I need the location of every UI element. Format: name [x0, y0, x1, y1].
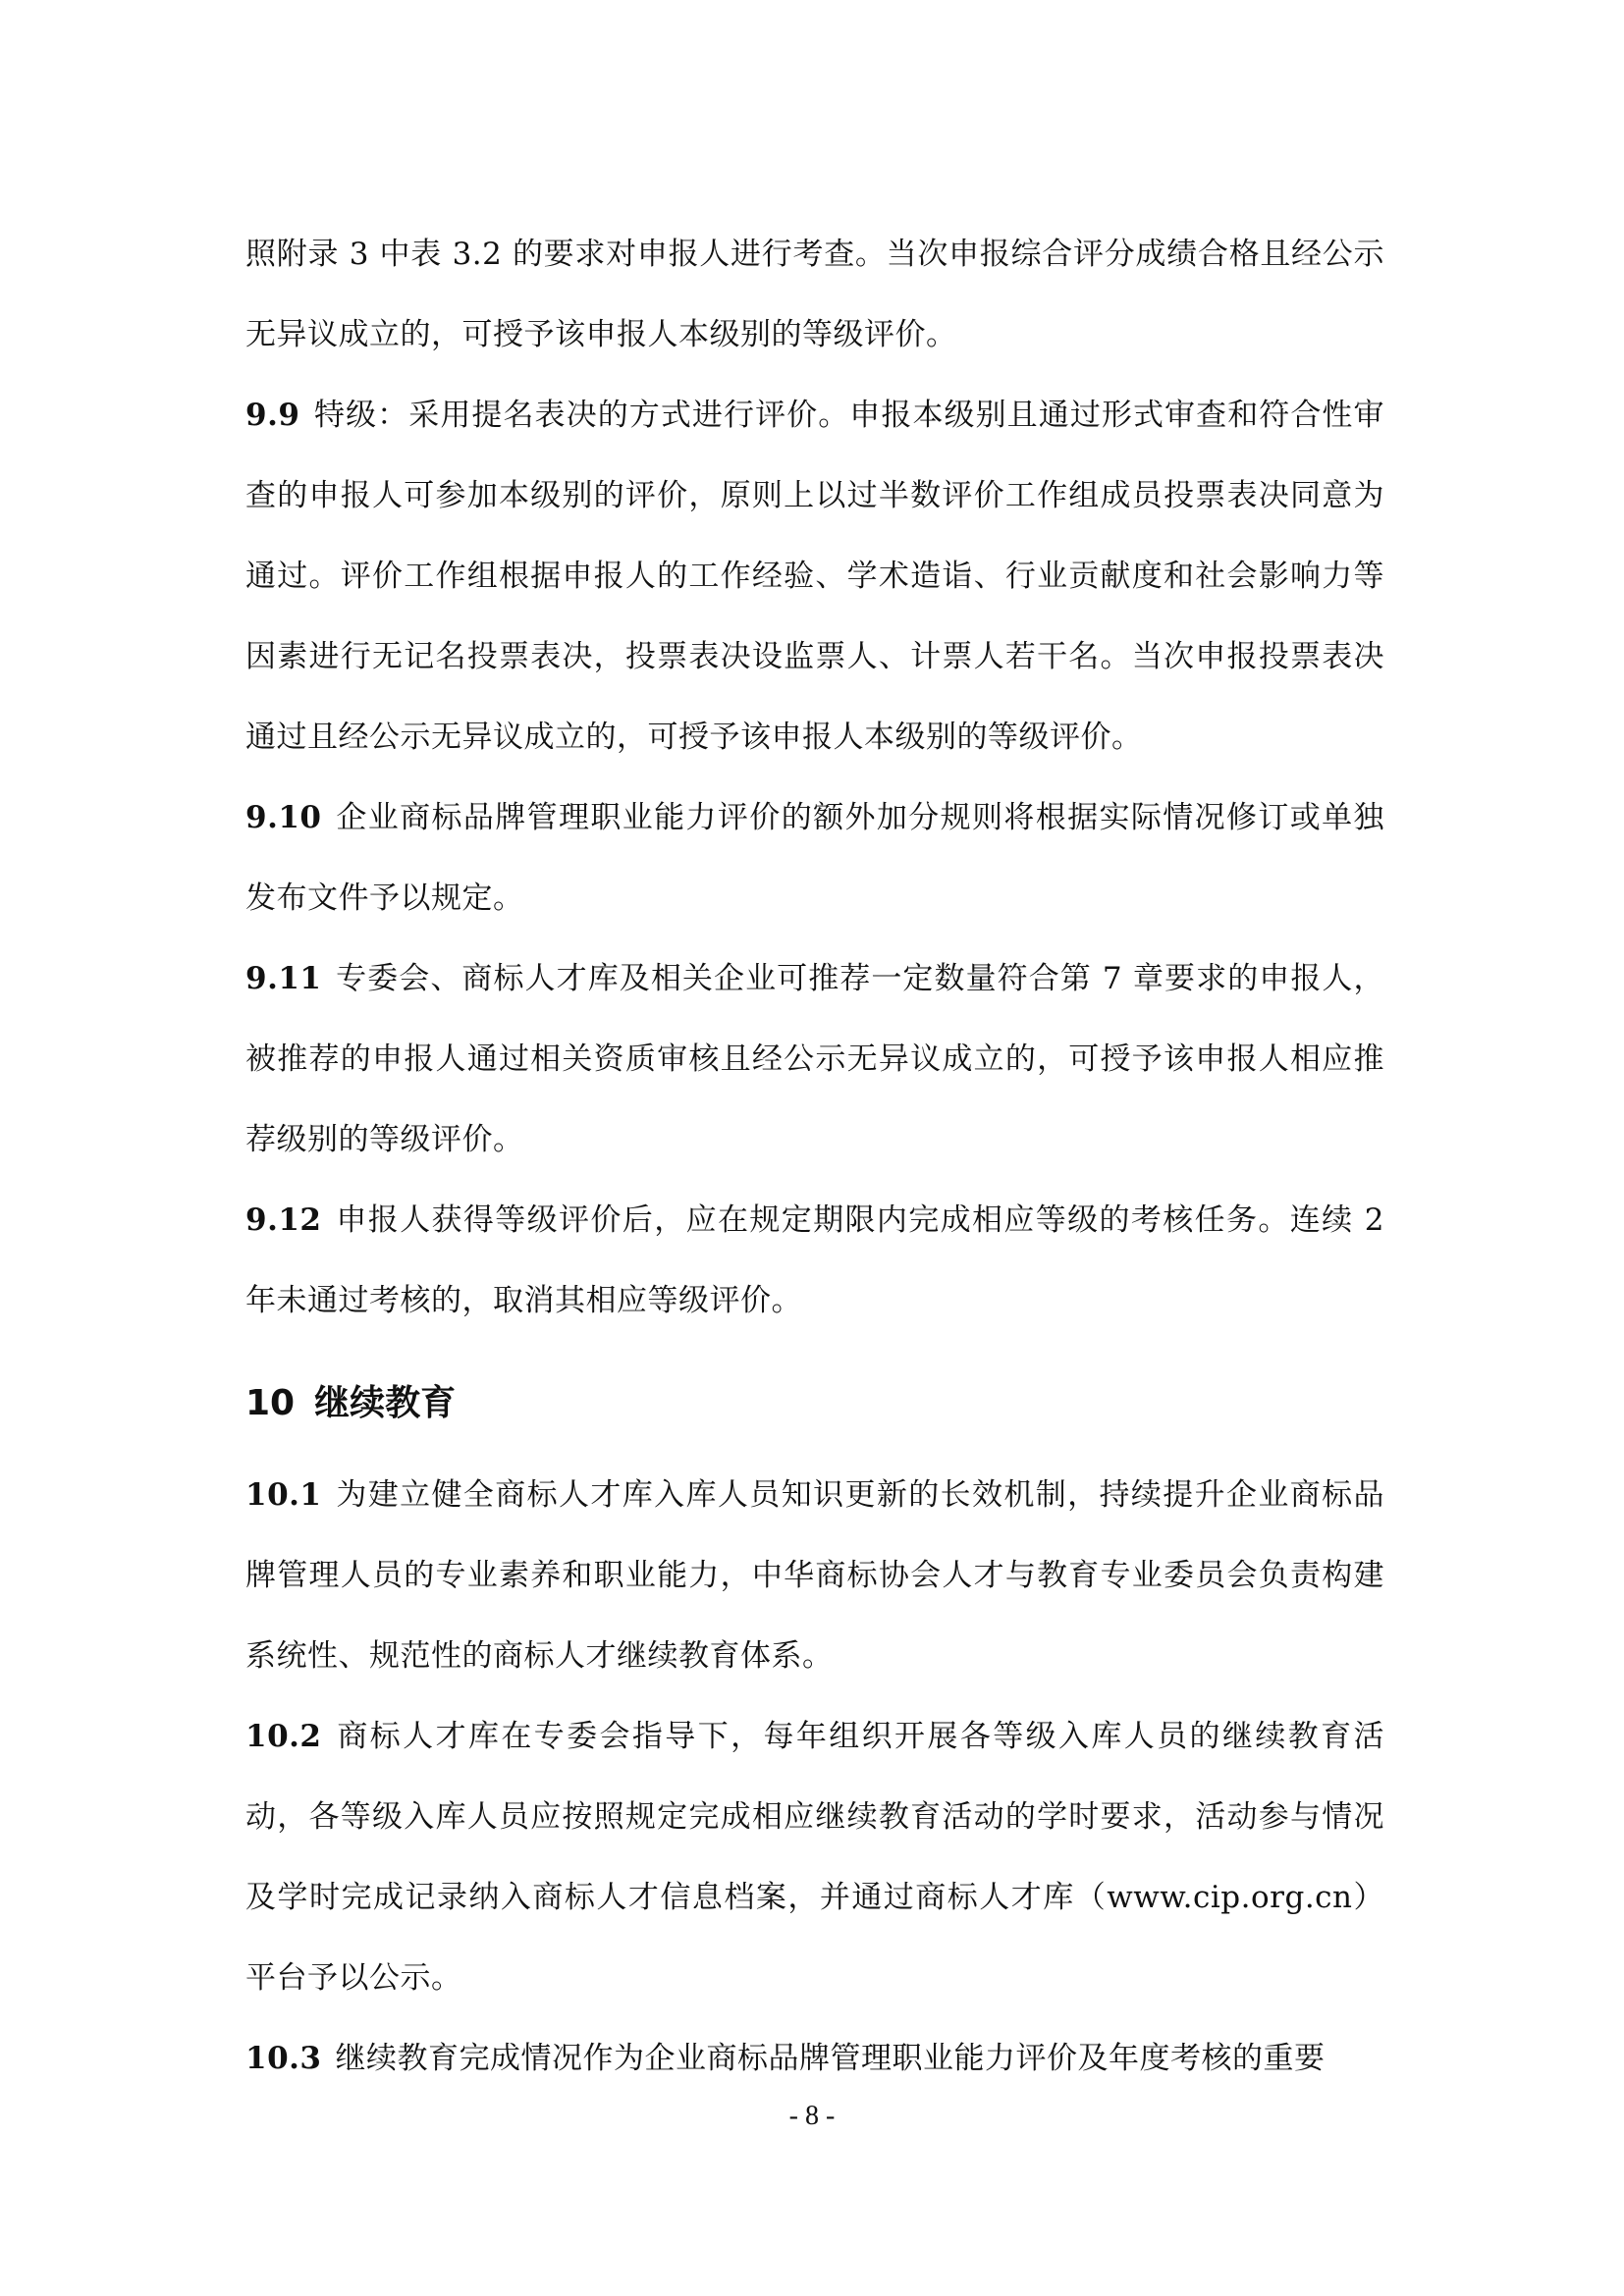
clause-9-11	[245, 938, 1384, 1180]
clause-text: 特级：采用提名表决的方式进行评价。申报本级别且通过形式审查和符合性审查的申报人可参加本级别的评价，原则上以过半数评价工作组成员投票表决同意为通过。评价工作组根据申报人的工作经验、学术造诣、行业贡献度和社会影响力等因素进行无记名投票表决，投票表决设监票人、计票人若干名。当次申报投票表决通过且经公示无异议成立的，可授予该申报人本级别的等级评价。	[245, 398, 1384, 755]
clause-text: 商标人才库在专委会指导下，每年组织开展各等级入库人员的继续教育活动，各等级入库人员应按照规定完成相应继续教育活动的学时要求，活动参与情况及学时完成记录纳入商标人才信息档案，并通过商标人才库（www.cip.org.cn）平台予以公示。	[245, 1719, 1384, 1996]
page-number: - 8 -	[788, 2101, 836, 2131]
clause-text: 申报人获得等级评价后，应在规定期限内完成相应等级的考核任务。连续 2 年未通过考核的，取消其相应等级评价。	[245, 1202, 1384, 1318]
clause-number: 9.9	[245, 398, 300, 433]
clause-number: 10.3	[245, 2041, 322, 2076]
clause-number: 10.1	[245, 1477, 322, 1513]
clause-10-2	[245, 1696, 1384, 2018]
section-title: 继续教育	[314, 1383, 457, 1423]
clause-9-12	[245, 1180, 1384, 1341]
clause-9-10	[245, 777, 1384, 938]
clause-number: 9.10	[245, 800, 322, 835]
document-body	[245, 214, 1384, 2099]
clause-text: 专委会、商标人才库及相关企业可推荐一定数量符合第 7 章要求的申报人，被推荐的申报人通过相关资质审核且经公示无异议成立的，可授予该申报人相应推荐级别的等级评价。	[245, 961, 1384, 1157]
clause-text: 继续教育完成情况作为企业商标品牌管理职业能力评价及年度考核的重要	[335, 2041, 1326, 2076]
clause-9-9	[245, 375, 1384, 777]
clause-number: 9.12	[245, 1202, 322, 1238]
clause-text: 为建立健全商标人才库入库人员知识更新的长效机制，持续提升企业商标品牌管理人员的专业素养和职业能力，中华商标协会人才与教育专业委员会负责构建系统性、规范性的商标人才继续教育体系。	[245, 1477, 1384, 1674]
section-number: 10	[245, 1383, 296, 1423]
clause-number: 10.2	[245, 1719, 322, 1754]
clause-text: 企业商标品牌管理职业能力评价的额外加分规则将根据实际情况修订或单独发布文件予以规定。	[245, 800, 1384, 916]
section-heading	[245, 1374, 1384, 1433]
clause-number: 9.11	[245, 961, 322, 996]
paragraph-text: 照附录 3 中表 3.2 的要求对申报人进行考查。当次申报综合评分成绩合格且经公示无异议成立的，可授予该申报人本级别的等级评价。	[245, 237, 1384, 352]
clause-10-1	[245, 1455, 1384, 1696]
paragraph-continuation	[245, 214, 1384, 375]
clause-10-3	[245, 2018, 1384, 2099]
